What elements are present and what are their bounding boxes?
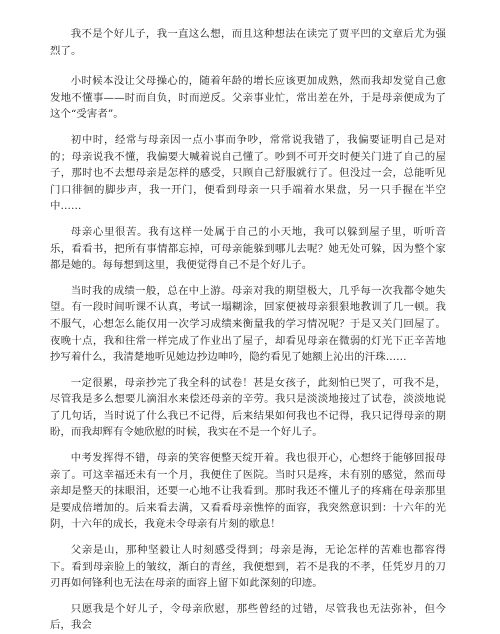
essay-page — [50, 26, 446, 632]
essay-paragraph-1: 我不是个好儿子，我一直这么想，而且这种想法在读完了贾平凹的文章后尤为强烈了。 — [50, 28, 446, 57]
essay-paragraph-8: 父亲是山，那种坚毅让人时刻感受得到；母亲是海，无论怎样的苦难也都容得下。看到母亲脸上的皱纹，渐白的青丝，我便想到，若不是我的不孝，任凭岁月的刀刃再如何锋利也无法在母亲的面容上留下如此深刻的印迹。 — [50, 544, 446, 590]
essay-paragraph-5: 当时我的成绩一般，总在中上游。母亲对我的期望极大，几乎每一次我都令她失望。有一段时间听课不认真，考试一塌糊涂，回家便被母亲狠狠地教训了几一顿。我不服气，心想怎么能仅用一次学习成绩来衡量我的学习情况呢？于是又关门回屋了。夜晚十点，我和往常一样完成了作业出了屋子，却看见母亲在微弱的灯光下正辛苦地抄写着什么，我清楚地听见她边抄边呻吟，隐约看见了她额上沁出的汗珠…… — [50, 284, 446, 364]
essay-paragraph-7: 中考发挥得不错，母亲的笑容便整天绽开着。我也很开心，心想终于能够回报母亲了。可这幸福还未有一个月，我便住了医院。当时只是疼，未有别的感觉，然而母亲却是整天的抹眼泪，还要一心地不让我看到。那时我还不懂儿子的疼痛在母亲那里是要成倍增加的。后来看去满，又看看母亲憔悴的面容，我突然意识到：十六年的光阴，十六年的成长，我竟未令母亲有片刻的歇息！ — [50, 452, 446, 531]
essay-paragraph-2: 小时候本没让父母操心的，随着年龄的增长应该更加成熟，然而我却发觉自己愈发地不懂事——时而自负，时而逆反。父亲事业忙，常出差在外，于是母亲便成为了这个“受害者”。 — [50, 75, 446, 121]
essay-paragraph-3: 初中时，经常与母亲因一点小事而争吵，常常说我错了，我偏要证明自己是对的；母亲说我不懂，我偏要大喊着说自己懂了。吵到不可开交时便关门进了自己的屋子，那时也不去想母亲是怎样的感受，只顾自己舒服就行了。但没过一会，总能听见门口徘徊的脚步声，我一开门，便看到母亲一只手端着水果盘，另一只手握在半空中…… — [50, 133, 446, 213]
essay-paragraph-9: 只愿我是个好儿子，令母亲欣慰，那些曾经的过错，尽管我也无法弥补，但今后，我会 — [50, 602, 446, 632]
essay-paragraph-4: 母亲心里很苦。我有这样一处属于自己的小天地，我可以躲到屋子里，听听音乐，看看书，把所有事情都忘掉，可母亲能躲到哪儿去呢？她无处可躲，因为整个家都是她的。每每想到这里，我便觉得自己不是个好儿子。 — [50, 225, 446, 272]
essay-paragraph-6: 一定很累，母亲抄完了我全科的试卷！甚是女孩子，此刻怕已哭了，可我不是，尽管我是多么想要儿滴泪水来偿还母亲的辛劳。我只是淡淡地接过了试卷，淡淡地说了几句话，当时说了什么我已不记得，后来结果如何我也不记得，我只记得母亲的期盼，而我却辉有令她欣慰的时候，我实在不是一个好儿子。 — [50, 376, 446, 439]
